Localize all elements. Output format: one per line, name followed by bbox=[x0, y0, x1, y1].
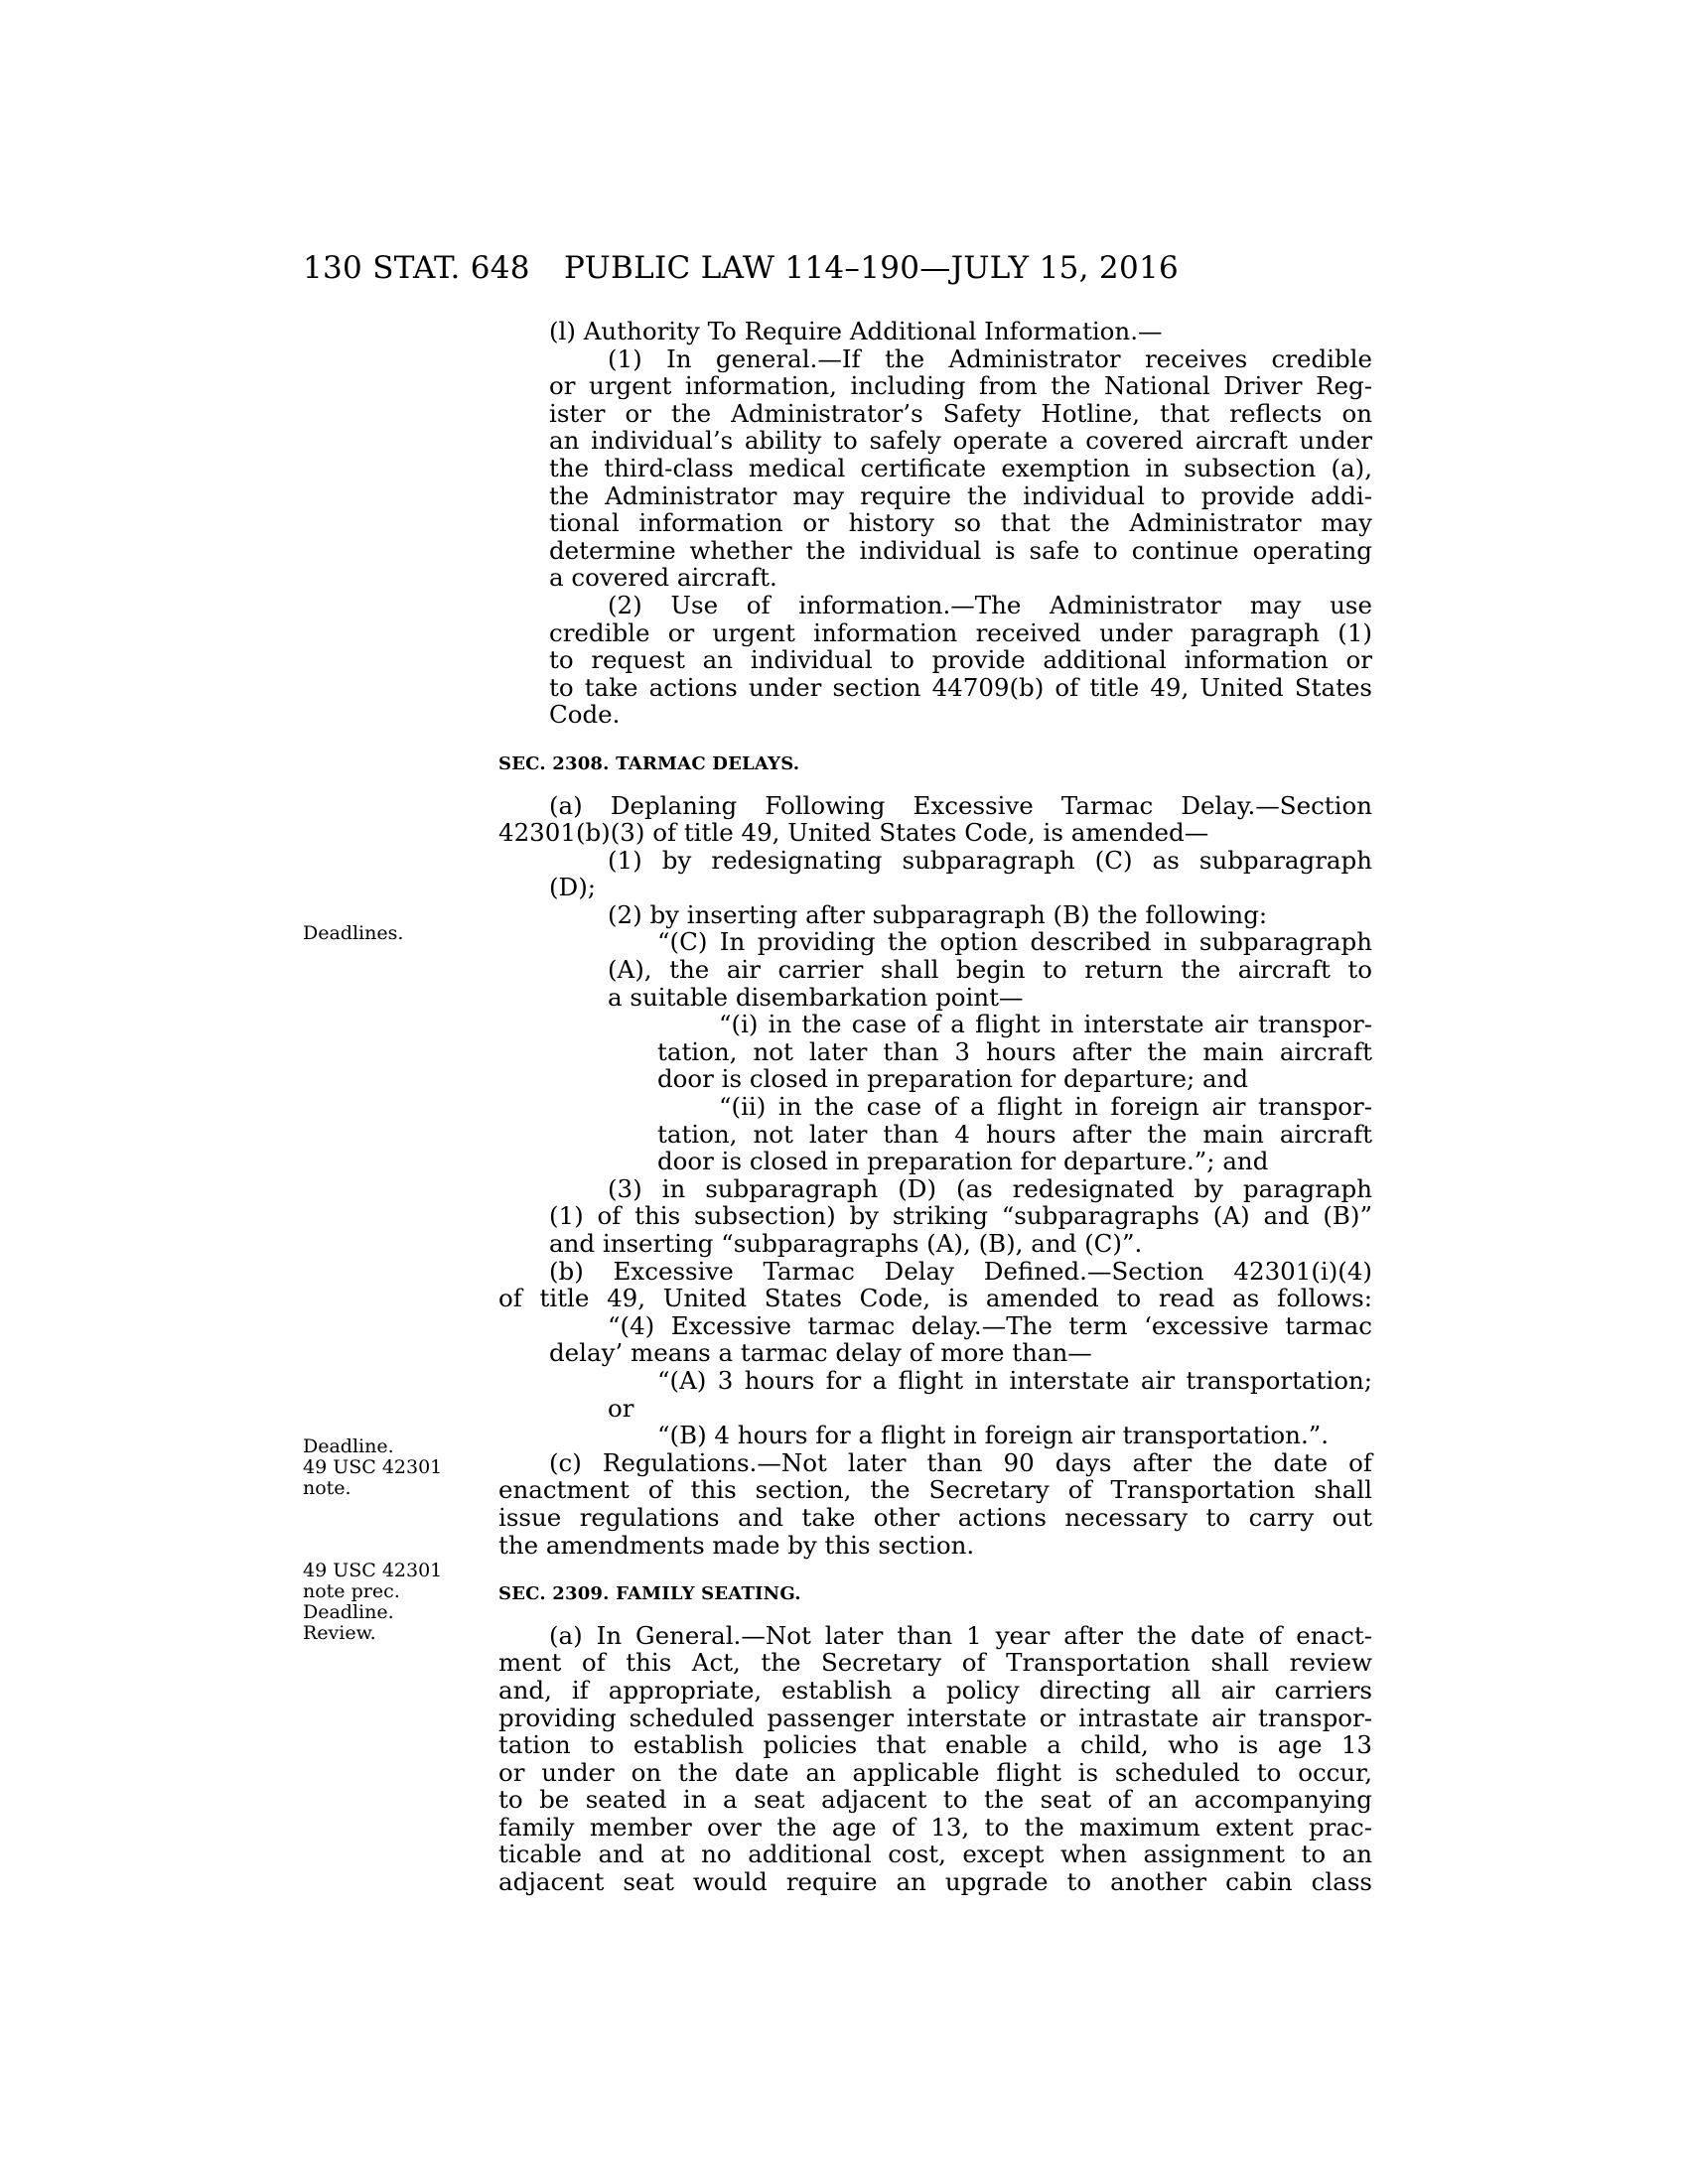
margin-note-deadline-42301: Deadline. 49 USC 42301 note. bbox=[303, 1435, 443, 1499]
subsection-l-heading: (l) Authority To Require Additional Information.— bbox=[549, 317, 1163, 345]
clause-c-ii: “(ii) in the case of a flight in foreign air transpor- tation, not later than 4 hours after the main aircraft door is closed in preparation for departure.”; and bbox=[657, 1092, 1372, 1176]
page-stat-citation: 130 STAT. 648 bbox=[303, 250, 530, 286]
paragraph-2308-a3: (3) in subparagraph (D) (as redesignated by paragraph (1) of this subsection) by striking “subparagraphs (A) and (B)” and inserting “subparagraphs (A), (B), and (C)”. bbox=[549, 1173, 1372, 1258]
section-2308-heading: SEC. 2308. TARMAC DELAYS. bbox=[498, 752, 800, 774]
definition-excessive-tarmac-delay: “(4) Excessive tarmac delay.—The term ‘excessive tarmac delay’ means a tarmac delay of more than— bbox=[549, 1310, 1372, 1368]
definition-subparagraph-a: “(A) 3 hours for a flight in interstate air transportation; or bbox=[608, 1365, 1372, 1423]
inserted-subparagraph-c: “(C) In providing the option described in subparagraph (A), the air carrier shall begin to return the aircraft to a suitable disembarkation point— bbox=[608, 927, 1372, 1012]
body-text bbox=[498, 318, 1372, 1896]
definition-subparagraph-b: “(B) 4 hours for a flight in foreign air transportation.”. bbox=[657, 1421, 1330, 1450]
paragraph-l2: (2) Use of information.—The Administrator may use credible or urgent information received under paragraph (1) to request an individual to provide additional information or to take actions under section 44709(b) of title 49, United States Code. bbox=[549, 590, 1372, 730]
subsection-2308-c: (c) Regulations.—Not later than 90 days after the date of enactment of this section, the Secretary of Transportation shall issue regulations and take other actions necessary to carry out the amendments made by this section. bbox=[498, 1447, 1372, 1560]
subsection-2308-b: (b) Excessive Tarmac Delay Defined.—Section 42301(i)(4) of title 49, United States Code, is amended to read as follows: bbox=[498, 1256, 1372, 1313]
paragraph-l1: (1) In general.—If the Administrator receives credible or urgent information, including from the National Driver Reg- ister or the Administrator’s Safety Hotline, that reflects on an individual’s ability to safely operate a covered aircraft under the third-class medical certificate exemption in subsection (a), the Administrator may require the individual to provide addi- tional information or history so that the Administrator may determine whether the individual is safe to continue operating a covered aircraft. bbox=[549, 343, 1372, 593]
margin-note-deadlines: Deadlines. bbox=[303, 922, 404, 944]
paragraph-2308-a1: (1) by redesignating subparagraph (C) as subparagraph (D); bbox=[549, 845, 1372, 902]
subsection-2308-a: (a) Deplaning Following Excessive Tarmac Delay.—Section 42301(b)(3) of title 49, United States Code, is amended— bbox=[498, 790, 1372, 848]
margin-note-review: 49 USC 42301 note prec. Deadline. Review. bbox=[303, 1560, 443, 1644]
clause-c-i: “(i) in the case of a flight in interstate air transpor- tation, not later than 3 hours after the main aircraft door is closed in preparation for departure; and bbox=[657, 1010, 1372, 1094]
running-header: PUBLIC LAW 114–190—JULY 15, 2016 bbox=[564, 250, 1180, 286]
subsection-2309-a: (a) In General.—Not later than 1 year after the date of enact- ment of this Act, the Secretary of Transportation shall review and, if appropriate, establish a policy directing all air carriers providing scheduled passenger interstate or intrastate air transpor- tation to establish policies that enable a child, who is age 13 or under on the date an applicable flight is scheduled to occur, to be seated in a seat adjacent to the seat of an accompanying family member over the age of 13, to the maximum extent prac- ticable and at no additional cost, except when assignment to an adjacent seat would require an upgrade to another cabin class bbox=[498, 1620, 1372, 1897]
paragraph-2308-a2: (2) by inserting after subparagraph (B) the following: bbox=[608, 899, 1268, 929]
section-2309-heading: SEC. 2309. FAMILY SEATING. bbox=[498, 1583, 801, 1605]
